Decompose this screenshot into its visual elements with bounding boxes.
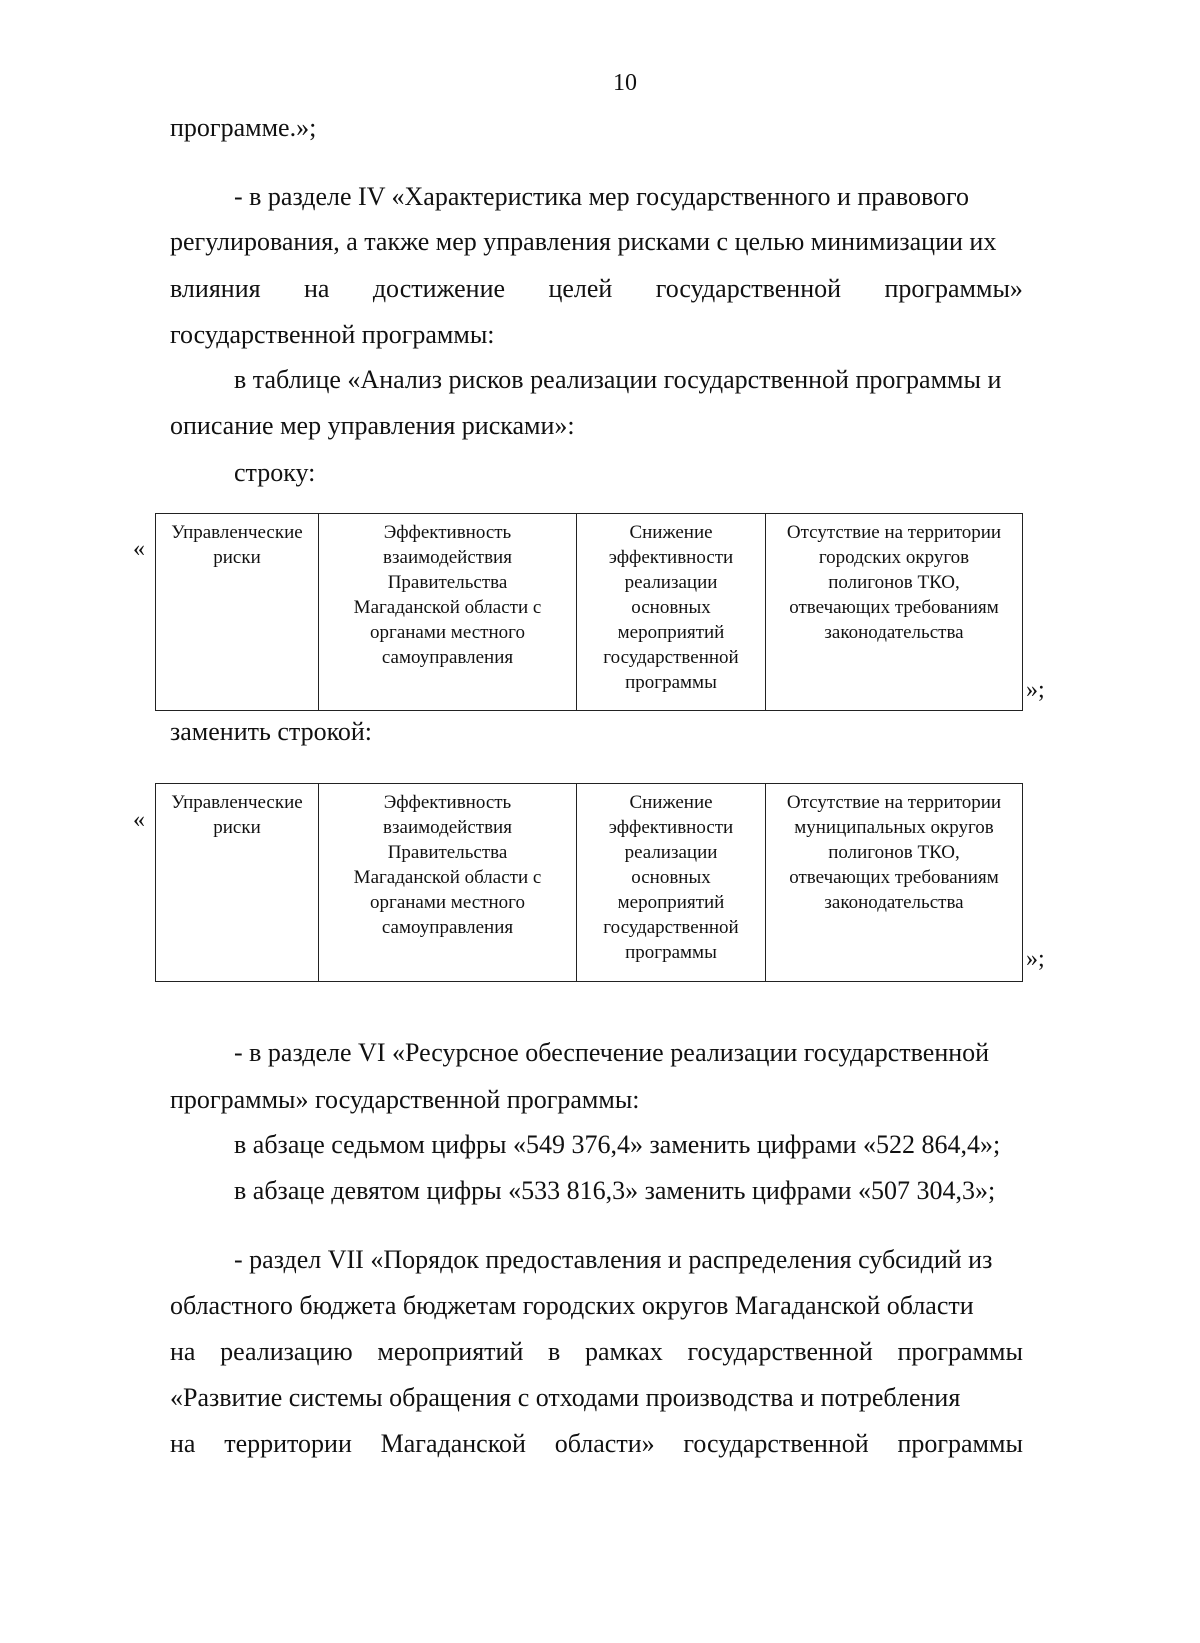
word: мероприятий xyxy=(377,1337,524,1366)
word: влияния xyxy=(170,274,261,303)
word: достижение xyxy=(372,274,506,303)
paragraph-line: - раздел VII «Порядок предоставления и распределения субсидий из xyxy=(234,1245,993,1274)
paragraph-line: программы» государственной программы: xyxy=(170,1085,640,1114)
new-risk-table xyxy=(155,783,1023,982)
table-cell: Эффективность взаимодействия Правительства Магаданской области с органами местного самоуправления xyxy=(319,784,577,982)
word: государственной xyxy=(655,274,842,303)
page-number: 10 xyxy=(613,70,637,96)
table-cell: Отсутствие на территории городских округов полигонов ТКО, отвечающих требованиям законодательства xyxy=(766,514,1023,711)
table-row xyxy=(156,784,1023,982)
word: программы» xyxy=(884,274,1023,303)
table-cell: Эффективность взаимодействия Правительства Магаданской области с органами местного самоуправления xyxy=(319,514,577,711)
paragraph-line: в абзаце девятом цифры «533 816,3» заменить цифрами «507 304,3»; xyxy=(234,1176,996,1205)
paragraph-line: регулирования, а также мер управления рисками с целью минимизации их xyxy=(170,227,997,256)
word: на xyxy=(303,274,330,303)
table-cell: Управленческие риски xyxy=(156,514,319,711)
word: области» xyxy=(554,1429,655,1458)
word: на xyxy=(170,1429,196,1458)
word: целей xyxy=(548,274,613,303)
paragraph-line: программе.»; xyxy=(170,113,317,142)
close-quote: »; xyxy=(1026,946,1045,972)
word: государственной xyxy=(687,1337,873,1366)
word: программы xyxy=(897,1429,1023,1458)
paragraph-line: в абзаце седьмом цифры «549 376,4» заменить цифрами «522 864,4»; xyxy=(234,1130,1001,1159)
paragraph-line: - в разделе VI «Ресурсное обеспечение реализации государственной xyxy=(234,1038,990,1067)
word: государственной xyxy=(683,1429,869,1458)
paragraph-line: областного бюджета бюджетам городских округов Магаданской области xyxy=(170,1291,974,1320)
paragraph-line: - в разделе IV «Характеристика мер государственного и правового xyxy=(234,182,970,211)
word: на xyxy=(170,1337,196,1366)
old-risk-table xyxy=(155,513,1023,711)
paragraph-line: строку: xyxy=(234,458,316,487)
table-cell: Снижение эффективности реализации основных мероприятий государственной программы xyxy=(577,514,766,711)
word: в xyxy=(548,1337,561,1366)
table-row xyxy=(156,514,1023,711)
word: рамках xyxy=(585,1337,663,1366)
paragraph-line: заменить строкой: xyxy=(170,717,373,746)
word: территории xyxy=(224,1429,352,1458)
table-cell: Управленческие риски xyxy=(156,784,319,982)
paragraph-line: описание мер управления рисками»: xyxy=(170,411,575,440)
word: реализацию xyxy=(220,1337,353,1366)
word: программы xyxy=(897,1337,1023,1366)
open-quote: « xyxy=(133,536,145,562)
table-cell: Снижение эффективности реализации основных мероприятий государственной программы xyxy=(577,784,766,982)
paragraph-line-justified xyxy=(170,1428,1023,1460)
open-quote: « xyxy=(133,807,145,833)
paragraph-line-justified xyxy=(170,1336,1023,1368)
paragraph-line: в таблице «Анализ рисков реализации государственной программы и xyxy=(234,365,1002,394)
close-quote: »; xyxy=(1026,677,1045,703)
table-cell: Отсутствие на территории муниципальных округов полигонов ТКО, отвечающих требованиям законодательства xyxy=(766,784,1023,982)
paragraph-line: «Развитие системы обращения с отходами производства и потребления xyxy=(170,1383,961,1412)
paragraph-line-justified xyxy=(170,273,1023,305)
paragraph-line: государственной программы: xyxy=(170,320,495,349)
word: Магаданской xyxy=(380,1429,526,1458)
